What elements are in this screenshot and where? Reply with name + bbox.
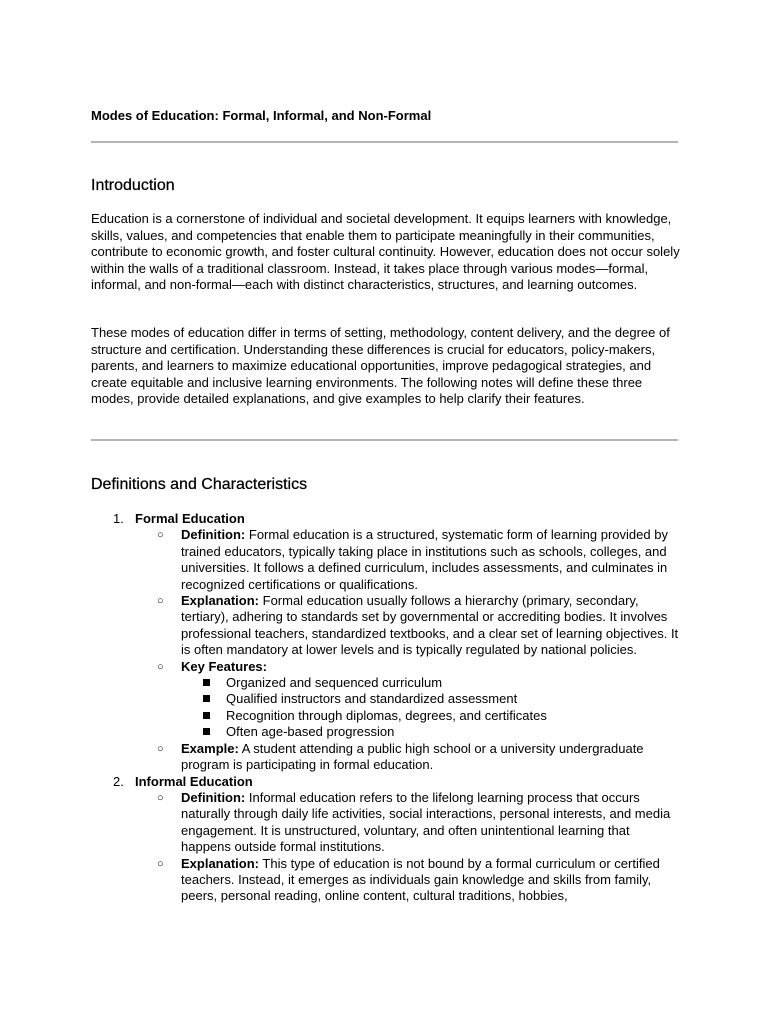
- feature-item: [0, 691, 768, 707]
- sub-item-definition: [0, 790, 768, 856]
- sub-item-key-features: [0, 659, 768, 675]
- list-number: 1.: [113, 511, 124, 526]
- feature-item: [0, 675, 768, 691]
- square-bullet-icon: [203, 695, 210, 702]
- circle-bullet-icon: ○: [157, 529, 164, 542]
- list-item-informal-education: [0, 774, 768, 790]
- feature-text: Often age-based progression: [226, 724, 395, 740]
- definition-text: Formal education is a structured, systematic form of learning provided by trained educators, typically taking place in institutions such as schools, colleges, and universities. It follows a defined curriculum, includes assessments, and culminates in recognized certifications or qualifications.: [181, 527, 668, 592]
- explanation-text: Formal education usually follows a hierarchy (primary, secondary, tertiary), adhering to standards set by governmental or accrediting bodies. It involves professional teachers, standardized textbooks, and a clear set of learning objectives. It is often mandatory at lower levels and is typically regulated by national policies.: [181, 593, 679, 658]
- feature-text: Recognition through diplomas, degrees, and certificates: [226, 707, 547, 723]
- feature-item: [0, 708, 768, 724]
- feature-text: Qualified instructors and standardized assessment: [226, 691, 518, 707]
- sub-item-definition: [0, 527, 768, 593]
- list-item-formal-education: [0, 511, 768, 527]
- feature-item: [0, 724, 768, 740]
- horizontal-rule: [91, 439, 678, 441]
- intro-paragraph-1: Education is a cornerstone of individual and societal development. It equips learners with knowledge, skills, values, and competencies that enable them to participate meaningfully in their communities, contribute to economic growth, and foster cultural continuity. However, education does not occur solely within the walls of a traditional classroom. Instead, it takes place through various modes—formal, informal, and non-formal—each with distinct characteristics, structures, and learning outcomes.: [91, 211, 680, 292]
- horizontal-rule: [91, 141, 678, 143]
- definition-label: Definition:: [181, 527, 246, 543]
- sub-item-example: [0, 741, 768, 774]
- sub-item-explanation: [0, 593, 768, 659]
- explanation-label: Explanation:: [181, 593, 260, 609]
- key-features-label: Key Features:: [181, 658, 267, 674]
- section-heading-introduction: Introduction: [91, 177, 175, 194]
- circle-bullet-icon: ○: [157, 595, 164, 608]
- circle-bullet-icon: ○: [157, 791, 164, 804]
- circle-bullet-icon: ○: [157, 742, 164, 755]
- section-heading-definitions: Definitions and Characteristics: [91, 476, 308, 493]
- feature-text: Organized and sequenced curriculum: [226, 675, 443, 691]
- sub-item-explanation: [0, 856, 768, 905]
- circle-bullet-icon: ○: [157, 857, 164, 870]
- definition-text: Informal education refers to the lifelong learning process that occurs naturally through daily life activities, social interactions, personal interests, and media engagement. It is unstructured, voluntary, and often unintentional learning that happens outside formal institutions.: [181, 789, 671, 855]
- list-item-heading: Informal Education: [135, 773, 253, 789]
- definitions-list: [0, 511, 768, 905]
- example-label: Example:: [181, 740, 239, 756]
- list-number: 2.: [113, 773, 124, 789]
- document-title: Modes of Education: Formal, Informal, and Non-Formal: [91, 108, 432, 123]
- list-item-heading: Formal Education: [135, 511, 245, 526]
- circle-bullet-icon: ○: [157, 660, 164, 673]
- intro-paragraph-2: These modes of education differ in terms of setting, methodology, content delivery, and the degree of structure and certification. Understanding these differences is crucial for educators, policy-makers, parents, and learners to maximize educational opportunities, improve pedagogical strategies, and create equitable and inclusive learning environments. The following notes will define these three modes, provide detailed explanations, and give examples to help clarify their features.: [91, 325, 670, 406]
- square-bullet-icon: [203, 728, 210, 735]
- explanation-label: Explanation:: [181, 855, 260, 871]
- explanation-text: This type of education is not bound by a formal curriculum or certified teachers. Instead, it emerges as individuals gain knowledge and skills from family, peers, personal reading, online content, cultural traditions, hobbies,: [181, 855, 660, 904]
- square-bullet-icon: [203, 712, 210, 719]
- definition-label: Definition:: [181, 789, 246, 805]
- example-text: A student attending a public high school or a university undergraduate program is participating in formal education.: [181, 740, 644, 773]
- square-bullet-icon: [203, 679, 210, 686]
